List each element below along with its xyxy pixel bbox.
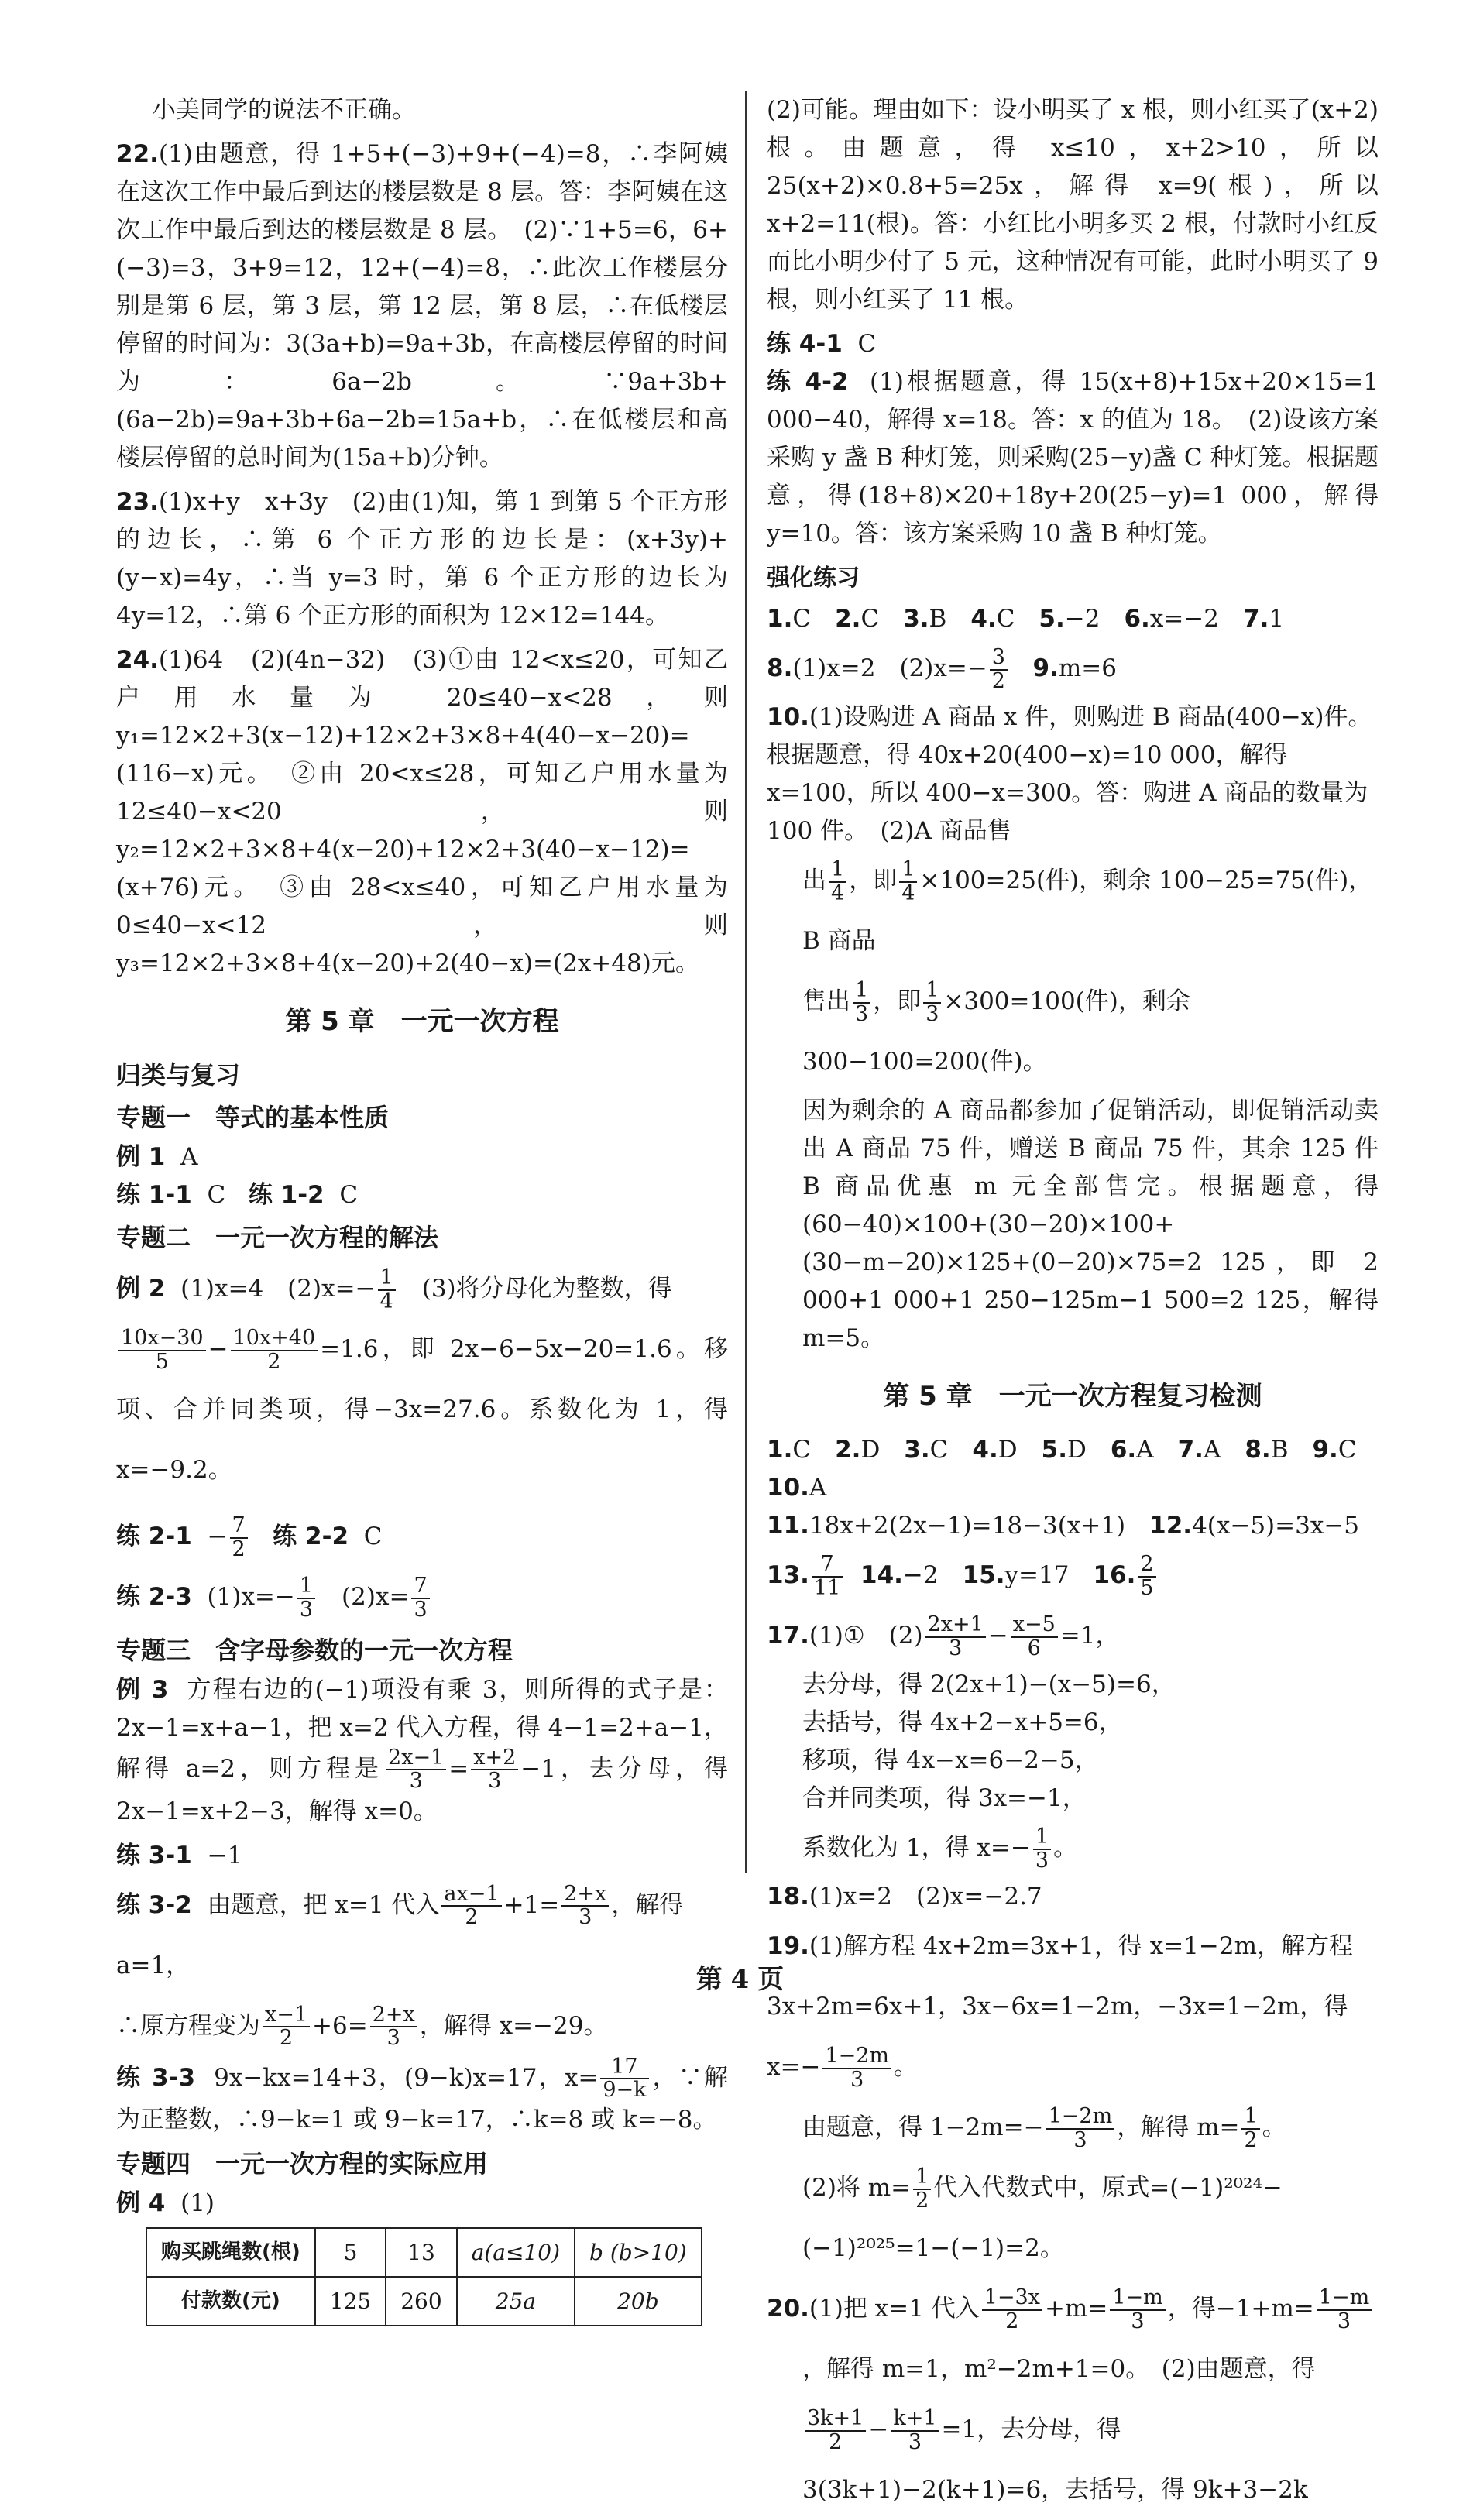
page-footer (0, 1961, 1480, 1999)
equals-sign: = (448, 1754, 469, 1783)
denominator: 5 (155, 1349, 169, 1374)
table-cell: a(a≤10) (457, 2228, 575, 2277)
drill-answers-8-9 (767, 638, 1379, 699)
d10-part: (1)设购进 A 商品 x 件，则购进 B 商品(400−x)件。根据题意，得 40x+20(400−x)=10 000，解得 x=100，所以 400−x=300。答：购进 A 商品的数量为 100 件。 (2)A 商品售 (767, 703, 1372, 845)
a20-part: =1，去分母，得 3(3k+1)−2(k+1)=6，去括号，得 9k+3−2k (802, 2415, 1308, 2504)
test-answers-1-10 (767, 1431, 1379, 1507)
fraction (899, 859, 917, 905)
answer-number: 18. (767, 1883, 809, 1911)
drill-heading: 强化练习 (767, 565, 860, 592)
fraction (263, 2004, 310, 2050)
fraction (913, 2166, 931, 2212)
fraction (829, 859, 846, 905)
practice-2 (116, 1506, 728, 1567)
answer-value: B (929, 605, 971, 633)
numerator: 1−m (1110, 2287, 1165, 2310)
a19-part: 代入代数式中，原式=(−1)²⁰²⁴−(−1)²⁰²⁵=1−(−1)=2。 (802, 2174, 1283, 2262)
practice-3-2-part: +1= (503, 1890, 560, 1919)
answer-value: C (792, 1436, 836, 1464)
answer-value: A (1136, 1436, 1178, 1464)
a20-part: (1)把 x=1 代入 (809, 2295, 980, 2323)
d10-part: ，即 (873, 987, 922, 1015)
topic-4-heading: 专题四 一元一次方程的实际应用 (116, 2149, 489, 2179)
practice-3-3-part: ，∵解为正整数，∴9−k=1 或 9−k=17，∴k=8 或 k=−8。 (116, 2063, 728, 2134)
fraction (441, 1883, 501, 1929)
practice-3-2-part: ，解得 a=1， (116, 1890, 684, 1979)
d10-part: 售出 (802, 987, 850, 1015)
numerator: 1 (1033, 1826, 1051, 1849)
example-4-label: 例 4 (116, 2189, 166, 2218)
topic-1-heading: 专题一 等式的基本性质 (116, 1103, 390, 1132)
denominator: 2 (1244, 2127, 1258, 2152)
answer-value: −2 (902, 1561, 963, 1589)
q23-text: (1)x+y x+3y (2)由(1)知，第 1 到第 5 个正方形的边长，∴第 6 个正方形的边长是：(x+3y)+(y−x)=4y，∴当 y=3 时，第 6 个正方形的边长为 4y=12，∴第 6 个正方形的面积为 12×12=144。 (116, 488, 728, 630)
numerator: x−1 (263, 2004, 310, 2027)
denominator: 3 (414, 1597, 428, 1622)
d10-part: 出 (802, 867, 826, 894)
denominator: 3 (488, 1769, 502, 1794)
answer-number: 8. (767, 654, 793, 682)
practice-4-2 (767, 363, 1379, 553)
denominator: 3 (299, 1597, 314, 1622)
denominator: 3 (925, 1001, 939, 1026)
step: 移项，得 4x−x=6−2−5， (802, 1746, 1099, 1774)
topic-2-heading: 专题二 一元一次方程的解法 (116, 1223, 439, 1252)
denominator: 4 (379, 1289, 393, 1313)
step: 合并同类项，得 3x=−1， (802, 1784, 1087, 1812)
practice-3-2-part: ，解得 x=−29。 (419, 2011, 608, 2040)
numerator: 1 (853, 980, 870, 1003)
numerator: 1 (923, 980, 941, 1003)
numerator: 1−2m (822, 2045, 891, 2069)
drill-question-10-line2 (767, 850, 1379, 971)
table-cell: 购买跳绳数(根) (146, 2228, 315, 2277)
practice-3-2-part: +6= (312, 2011, 368, 2040)
example-2-part: (1)x=4 (2)x=− (180, 1275, 376, 1303)
numerator: 2 (1138, 1554, 1155, 1577)
answer-number: 13. (767, 1561, 809, 1589)
practice-4-2-label: 练 4-2 (767, 368, 849, 396)
practice-1 (116, 1176, 728, 1214)
fraction (411, 1575, 429, 1621)
denominator: 3 (1131, 2309, 1145, 2333)
fraction (1317, 2287, 1372, 2333)
answer-value: 18x+2(2x−1)=18−3(x+1) (809, 1512, 1150, 1540)
denominator: 2 (267, 1349, 281, 1374)
example-2 (116, 1258, 728, 1319)
answer-number: 7. (1177, 1436, 1204, 1464)
example-1 (116, 1138, 728, 1176)
numerator: 1 (1241, 2106, 1259, 2129)
numerator: x+2 (471, 1747, 518, 1770)
test-answers-11-12 (767, 1507, 1379, 1545)
example-2-label: 例 2 (116, 1275, 166, 1303)
answer-number: 17. (767, 1622, 809, 1650)
drill-question-10 (767, 699, 1379, 850)
denominator: 3 (409, 1769, 423, 1794)
fraction (297, 1575, 315, 1621)
answer-number: 16. (1093, 1561, 1136, 1589)
answer-number: 3. (904, 1436, 930, 1464)
answer-number: 2. (835, 605, 861, 633)
practice-3-2-label: 练 3-2 (116, 1890, 192, 1919)
a19-part: 由题意，得 1−2m=− (802, 2113, 1044, 2141)
fraction (891, 2408, 939, 2453)
answer-number: 7. (1243, 605, 1269, 633)
denominator: 9−k (603, 2078, 647, 2103)
denominator: 2 (915, 2188, 929, 2213)
fraction (925, 1614, 986, 1660)
minus-sign: − (987, 1622, 1008, 1650)
denominator: 3 (386, 2026, 400, 2051)
table-cell: 260 (386, 2277, 456, 2326)
table-cell: 25a (457, 2277, 575, 2326)
practice-3-3-label: 练 3-3 (116, 2063, 196, 2092)
table-row (146, 2228, 702, 2277)
a19-part: (1)解方程 4x+2m=3x+1，得 x=1−2m，解方程 3x+2m=6x+1，3x−6x=1−2m，−3x=1−2m，得 x=− (767, 1932, 1353, 2081)
answer-value: A (1203, 1436, 1245, 1464)
numerator: 10x+40 (231, 1327, 318, 1351)
answer-number: 14. (860, 1561, 903, 1589)
answer-value: D (998, 1436, 1042, 1464)
step: 去分母，得 2(2x+1)−(x−5)=6， (802, 1670, 1176, 1698)
answer-value: A (809, 1474, 827, 1502)
denominator: 2 (279, 2026, 294, 2051)
fraction (853, 980, 870, 1025)
practice-3-3-part: 9x−kx=14+3，(9−k)x=17，x= (214, 2063, 599, 2092)
test-question-19-line2 (767, 2097, 1379, 2158)
answer-number: 6. (1110, 1436, 1137, 1464)
answer-value: 1 (1269, 605, 1285, 633)
example-4 (116, 2185, 728, 2223)
chapter-title: 第 5 章 一元一次方程 (285, 1006, 559, 1037)
intro-text: 小美同学的说法不正确。 (152, 96, 416, 124)
a20-part: +m= (1044, 2295, 1108, 2323)
test-question-20-line2 (767, 2339, 1379, 2520)
practice-2-1-part: − (207, 1523, 228, 1550)
a18-text: (1)x=2 (2)x=−2.7 (809, 1883, 1042, 1911)
d10-part: ，即 (849, 867, 898, 894)
fraction (370, 2004, 417, 2050)
answer-number: 5. (1041, 1436, 1067, 1464)
a17-part: 。 (1053, 1834, 1078, 1862)
numerator: 3 (990, 647, 1008, 670)
answer-value: C (1337, 1436, 1381, 1464)
drill-question-10-line3 (767, 971, 1379, 1092)
q23-number: 23. (116, 488, 159, 516)
numerator: 7 (411, 1575, 429, 1598)
practice-2-2-answer: C (363, 1523, 383, 1550)
numerator: 2+x (561, 1883, 609, 1907)
denominator: 2 (1005, 2309, 1019, 2333)
test-question-17 (767, 1605, 1379, 1666)
example-3 (116, 1671, 728, 1831)
answer-number: 6. (1124, 605, 1150, 633)
practice-2-2-label: 练 2-2 (273, 1523, 349, 1550)
review-test-title: 第 5 章 一元一次方程复习检测 (883, 1381, 1262, 1412)
practice-3-2-part: ∴原方程变为 (116, 2011, 260, 2040)
column-divider (745, 91, 747, 1873)
d10-part: ×300=100(件)，剩余 300−100=200(件)。 (802, 987, 1190, 1076)
review-heading: 归类与复习 (116, 1060, 241, 1090)
fraction (1241, 2106, 1259, 2151)
denominator: 6 (1027, 1636, 1041, 1660)
a19-part: ，解得 m= (1117, 2113, 1240, 2141)
denominator: 3 (949, 1636, 963, 1660)
numerator: 3k+1 (805, 2408, 866, 2431)
fraction (982, 2287, 1042, 2333)
example-1-answer: A (180, 1143, 198, 1171)
numerator: 10x−30 (118, 1327, 206, 1351)
practice-1-1-label: 练 1-1 (116, 1181, 192, 1209)
answer-number: 15. (962, 1561, 1005, 1589)
practice-1-2-answer: C (339, 1181, 359, 1209)
numerator: 1 (899, 859, 917, 882)
answer-number: 4. (970, 605, 997, 633)
answer-value: x=−2 (1149, 605, 1243, 633)
answer-number: 1. (767, 1436, 793, 1464)
answer-value: C (860, 605, 904, 633)
answer-value: B (1270, 1436, 1313, 1464)
denominator: 3 (855, 1001, 869, 1026)
answer-value: D (1066, 1436, 1111, 1464)
a20-part: ，解得 m=1，m²−2m+1=0。 (2)由题意，得 (802, 2355, 1316, 2383)
fraction (378, 1267, 396, 1313)
numerator: ax−1 (441, 1883, 501, 1907)
denominator: 3 (1035, 1848, 1049, 1873)
footer-suffix: 页 (757, 1964, 785, 1995)
drill-question-10-line4: 因为剩余的 A 商品都参加了促销活动，即促销活动卖出 A 商品 75 件，赠送 B 商品 75 件，其余 125 件 B 商品优惠 m 元全部售完。根据题意，得(60−40)×100+(30−20)×100+(30−m−20)×125+(0−20)×75=2 125，即 2 000+1 000+1 250−125m−1 500=2 125，解得 m=5。 (802, 1097, 1379, 1352)
denominator: 3 (1337, 2309, 1351, 2333)
question-23 (116, 483, 728, 635)
answer-value: C (929, 1436, 973, 1464)
practice-3-2-cont (116, 1996, 728, 2056)
minus-sign: − (868, 2415, 889, 2443)
answer-number: 3. (903, 605, 929, 633)
question-continuation: (2)可能。理由如下：设小明买了 x 根，则小红买了(x+2)根。由题意，得 x≤10，x+2>10，所以 25(x+2)×0.8+5=25x，解得 x=9(根)，所以 x+2=11(根)。答：小红比小明多买 2 根，付款时小红反而比小明少付了 5 元，这种情况有可能，此时小明买了 9 根，则小红买了 11 根。 (767, 96, 1379, 314)
example-3-part: 方程右边的(−1)项没有乘 3，则所得的式子是：2x−1=x+a−1，把 x=2 代入方程，得 4−1=2+a−1，解得 a=2，则方程是 (116, 1676, 728, 1783)
fraction (812, 1554, 843, 1599)
numerator: 1 (378, 1267, 396, 1290)
numerator: 7 (230, 1515, 248, 1538)
table-cell: 13 (386, 2228, 456, 2277)
answer-value: 4(x−5)=3x−5 (1192, 1512, 1360, 1540)
test-question-18 (767, 1878, 1379, 1916)
right-column (767, 91, 1379, 2520)
denominator: 2 (465, 1905, 479, 1930)
fraction (231, 1327, 318, 1373)
numerator: 2+x (370, 2004, 417, 2027)
question-24 (116, 641, 728, 983)
test-question-20 (767, 2278, 1379, 2339)
fraction (805, 2408, 866, 2453)
example-2-part: =1.6，即 2x−6−5x−20=1.6。移项、合并同类项，得−3x=27.6。系数化为 1，得 x=−9.2。 (116, 1335, 728, 1484)
answer-value: C (792, 605, 836, 633)
fraction (1138, 1554, 1155, 1599)
fraction (923, 980, 941, 1025)
denominator: 5 (1140, 1575, 1154, 1600)
step (767, 1818, 1379, 1878)
example-3-part: −1，去分母，得 2x−1=x+2−3，解得 x=0。 (116, 1754, 728, 1825)
answer-number: 11. (767, 1512, 809, 1540)
practice-3-1-label: 练 3-1 (116, 1841, 192, 1869)
practice-4-1-answer: C (857, 330, 877, 358)
denominator: 11 (813, 1575, 841, 1600)
numerator: 1 (297, 1575, 315, 1598)
numerator: 1 (829, 859, 846, 882)
answer-value: −2 (1064, 605, 1125, 633)
denominator: 3 (908, 2429, 922, 2454)
answer-number: 20. (767, 2295, 809, 2323)
q24-text: (1)64 (2)(4n−32) (3)①由 12<x≤20，可知乙户用水量为 20≤40−x<28，则 y₁=12×2+3(x−12)+12×2+3×8+4(40−x−20)=(116−x)元。 ②由 20<x≤28，可知乙户用水量为 12≤40−x<20，则 y₂=12×2+3×8+4(x−20)+12×2+3(40−x−12)=(x+76)元。 ③由 28<x≤40，可知乙户用水量为 0≤40−x<12，则 y₃=12×2+3×8+4(x−20)+2(40−x)=(2x+48)元。 (116, 646, 728, 977)
answer-number: 4. (972, 1436, 998, 1464)
fraction (1046, 2106, 1115, 2151)
denominator: 2 (991, 668, 1005, 693)
practice-3-2-part: 由题意，把 x=1 代入 (207, 1890, 440, 1919)
fraction (561, 1883, 609, 1929)
answer-value: C (996, 605, 1039, 633)
practice-4-2-text: (1)根据题意，得 15(x+8)+15x+20×15=1 000−40，解得 x=18。答：x 的值为 18。 (2)设该方案采购 y 盏 B 种灯笼，则采购(25−y)盏 C 种灯笼。根据题意，得(18+8)×20+18y+20(25−y)=1 000，解得 y=10。答：该方案采购 10 盏 B 种灯笼。 (767, 368, 1379, 548)
practice-3-1-answer: −1 (207, 1841, 243, 1869)
fraction (990, 647, 1008, 692)
fraction (1011, 1614, 1058, 1660)
numerator: 2x+1 (925, 1614, 986, 1637)
fraction (230, 1515, 248, 1560)
fraction (1033, 1826, 1051, 1872)
answer-value: (1)x=2 (2)x=− (792, 654, 987, 682)
numerator: 2x−1 (386, 1747, 446, 1770)
footer-prefix: 第 (695, 1964, 723, 1995)
q24-number: 24. (116, 646, 159, 674)
practice-1-2-label: 练 1-2 (248, 1181, 325, 1209)
fraction (600, 2056, 648, 2102)
table-cell: 5 (315, 2228, 386, 2277)
numerator: 7 (812, 1554, 843, 1577)
fraction (822, 2045, 891, 2091)
table-row (146, 2277, 702, 2326)
d10-part: ×100=25(件)，剩余 100−25=75(件)，B 商品 (802, 867, 1373, 955)
practice-1-1-answer: C (207, 1181, 226, 1209)
denominator: 2 (829, 2429, 843, 2454)
page-number: 4 (730, 1964, 750, 1995)
numerator: 1−2m (1046, 2106, 1115, 2129)
example-4-text: (1) (180, 2189, 215, 2218)
test-question-19 (767, 1916, 1379, 2097)
answer-number: 12. (1149, 1512, 1193, 1540)
table-cell: 125 (315, 2277, 386, 2326)
answer-number: 1. (767, 605, 793, 633)
numerator: k+1 (891, 2408, 939, 2431)
a19-part: 。 (894, 2053, 919, 2081)
example-2-part: (3)将分母化为整数，得 (397, 1275, 672, 1303)
numerator: 1−3x (982, 2287, 1042, 2310)
topic-3-heading: 专题三 含字母参数的一元一次方程 (116, 1636, 513, 1665)
question-22 (116, 136, 728, 477)
a19-part: 。 (1262, 2113, 1286, 2141)
example-3-label: 例 3 (116, 1676, 169, 1704)
numerator: 1 (913, 2166, 931, 2189)
answer-number: 19. (767, 1932, 809, 1960)
answer-number: 2. (835, 1436, 861, 1464)
denominator: 4 (831, 881, 845, 905)
a17-part: 系数化为 1，得 x=− (802, 1834, 1031, 1862)
practice-2-3-part: (1)x=− (207, 1583, 295, 1611)
drill-answers-1-7 (767, 600, 1379, 638)
example-2-cont (116, 1319, 728, 1500)
table-cell: 20b (575, 2277, 702, 2326)
minus-sign: − (208, 1335, 228, 1363)
a17-part: =1， (1059, 1622, 1120, 1650)
a17-part: (1)① (2) (809, 1622, 923, 1650)
q22-text: (1)由题意，得 1+5+(−3)+9+(−4)=8，∴李阿姨在这次工作中最后到达的楼层数是 8 层。答：李阿姨在这次工作中最后到达的楼层数是 8 层。 (2)∵1+5=6，6+(−3)=3，3+9=12，12+(−4)=8，∴此次工作楼层分别是第 6 层，第 3 层，第 12 层，第 8 层，∴在低楼层停留的时间为：3(3a+b)=9a+3b，在高楼层停留的时间为：6a−2b。∵9a+3b+(6a−2b)=9a+3b+6a−2b=15a+b，∴在低楼层和高楼层停留的总时间为(15a+b)分钟。 (116, 140, 728, 472)
q22-number: 22. (116, 140, 159, 168)
fraction (471, 1747, 518, 1793)
step: 去括号，得 4x+2−x+5=6， (802, 1708, 1123, 1736)
test-question-19-line3 (767, 2158, 1379, 2278)
answer-number: 9. (1312, 1436, 1338, 1464)
answer-number: 9. (1032, 654, 1059, 682)
practice-4-1-label: 练 4-1 (767, 330, 843, 358)
fraction (118, 1327, 206, 1373)
practice-2-1-label: 练 2-1 (116, 1523, 192, 1550)
practice-4-1 (767, 325, 1379, 363)
table-cell: b (b>10) (575, 2228, 702, 2277)
denominator: 4 (901, 881, 915, 905)
answer-number: 10. (767, 703, 809, 731)
answer-number: 5. (1039, 605, 1065, 633)
answer-value: D (860, 1436, 905, 1464)
numerator: 17 (600, 2056, 648, 2079)
answer-value: y=17 (1004, 1561, 1094, 1589)
denominator: 3 (850, 2067, 864, 2092)
practice-3-3 (116, 2056, 728, 2140)
fraction (1110, 2287, 1165, 2333)
denominator: 3 (579, 1905, 592, 1930)
denominator: 3 (1073, 2127, 1087, 2152)
numerator: 1−m (1317, 2287, 1372, 2310)
test-answers-13-16 (767, 1545, 1379, 1605)
a20-part: ，得−1+m= (1167, 2295, 1314, 2323)
practice-2-3 (116, 1567, 728, 1627)
a19-part: (2)将 m= (802, 2174, 912, 2202)
fraction (386, 1747, 446, 1793)
answer-number: 8. (1245, 1436, 1271, 1464)
table-cell: 付款数(元) (146, 2277, 315, 2326)
answer-number: 10. (767, 1474, 809, 1502)
denominator: 2 (232, 1536, 246, 1561)
answer-value: m=6 (1058, 654, 1117, 682)
price-table (146, 2227, 702, 2326)
practice-2-3-label: 练 2-3 (116, 1583, 192, 1611)
example-1-label: 例 1 (116, 1143, 166, 1171)
numerator: x−5 (1011, 1614, 1058, 1637)
practice-2-3-part: (2)x= (318, 1583, 410, 1611)
practice-3-1 (116, 1837, 728, 1875)
